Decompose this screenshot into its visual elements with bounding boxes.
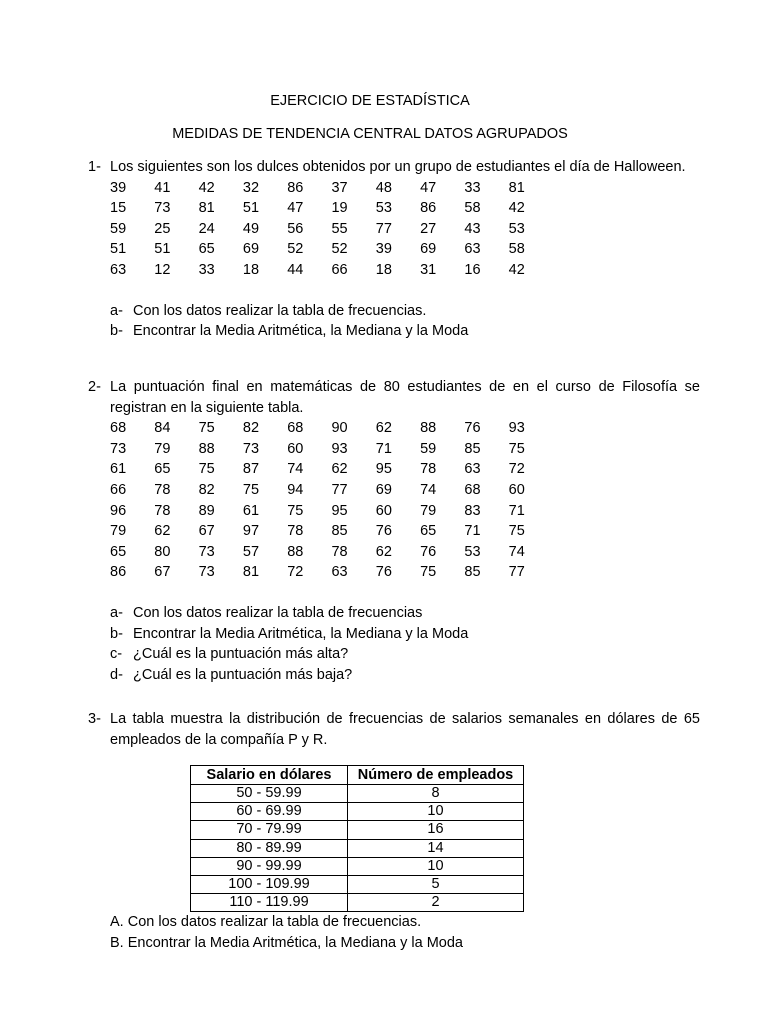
- table-cell-salary: 100 - 109.99: [191, 875, 348, 893]
- grid-cell: 67: [154, 564, 171, 581]
- task-item: [110, 624, 700, 645]
- table-row: [191, 894, 524, 912]
- grid-cell: 68: [287, 420, 304, 437]
- grid-cell: 76: [420, 543, 437, 560]
- grid-cell: 79: [110, 523, 127, 540]
- grid-cell: 61: [242, 502, 260, 519]
- grid-cell: 69: [420, 241, 437, 258]
- grid-row: [110, 260, 700, 281]
- task-letter: b-: [110, 323, 123, 340]
- task-item: A. Con los datos realizar la tabla de frecuencias.: [110, 914, 422, 930]
- grid-cell: 63: [110, 261, 127, 278]
- grid-cell: 73: [110, 440, 127, 457]
- grid-cell: 94: [287, 481, 304, 498]
- column-header-employees: Número de empleados: [348, 766, 524, 785]
- grid-cell: 85: [464, 564, 481, 581]
- grid-cell: 82: [242, 420, 260, 437]
- grid-cell: 84: [154, 420, 171, 437]
- grid-cell: 66: [331, 261, 348, 278]
- grid-cell: 74: [287, 461, 304, 478]
- task-text: ¿Cuál es la puntuación más baja?: [133, 666, 353, 683]
- grid-cell: 78: [154, 502, 171, 519]
- grid-cell: 62: [375, 420, 392, 437]
- grid-cell: 18: [375, 261, 392, 278]
- grid-cell: 89: [198, 502, 215, 519]
- grid-cell: 53: [375, 200, 392, 217]
- table-cell-salary: 80 - 89.99: [191, 839, 348, 857]
- table-cell-salary: 110 - 119.99: [191, 894, 348, 912]
- grid-cell: 63: [331, 564, 348, 581]
- grid-row: [110, 439, 700, 460]
- task-item: [110, 644, 700, 665]
- task-list: [110, 301, 700, 342]
- table-cell-salary: 50 - 59.99: [191, 785, 348, 803]
- grid-row: [110, 459, 700, 480]
- task-letter: b-: [110, 625, 123, 642]
- grid-cell: 86: [420, 200, 437, 217]
- grid-cell: 51: [154, 241, 171, 258]
- task-text: Encontrar la Media Aritmética, la Mediana y la Moda: [133, 625, 469, 642]
- data-grid: [110, 178, 700, 281]
- question-3: [88, 709, 700, 750]
- grid-cell: 78: [331, 543, 348, 560]
- table-cell-employees: 2: [348, 894, 524, 912]
- grid-cell: 76: [464, 420, 481, 437]
- grid-row: [110, 418, 700, 439]
- task-text: ¿Cuál es la puntuación más alta?: [133, 646, 349, 663]
- task-letter: a-: [110, 302, 123, 319]
- grid-row: [110, 198, 700, 219]
- grid-cell: 78: [154, 481, 171, 498]
- grid-cell: 68: [110, 420, 127, 437]
- grid-cell: 65: [110, 543, 127, 560]
- table-cell-employees: 8: [348, 785, 524, 803]
- grid-cell: 12: [154, 261, 171, 278]
- table-row: [191, 803, 524, 821]
- table-row: [191, 839, 524, 857]
- question-text: La puntuación final en matemáticas de 80 estudiantes de en el curso de Filosofía se registran en la siguiente tabla.: [110, 379, 700, 416]
- grid-row: [110, 562, 700, 583]
- grid-cell: 79: [420, 502, 437, 519]
- grid-cell: 88: [420, 420, 437, 437]
- grid-cell: 95: [375, 461, 392, 478]
- grid-cell: 65: [420, 523, 437, 540]
- grid-cell: 83: [464, 502, 481, 519]
- table-row: [191, 785, 524, 803]
- document-subtitle: MEDIDAS DE TENDENCIA CENTRAL DATOS AGRUPADOS: [172, 126, 568, 142]
- grid-cell: 88: [198, 440, 215, 457]
- grid-cell: 33: [198, 261, 215, 278]
- grid-cell: 62: [331, 461, 348, 478]
- grid-cell: 25: [154, 220, 171, 237]
- grid-cell: 75: [508, 440, 525, 457]
- grid-cell: 75: [508, 523, 525, 540]
- grid-cell: 67: [198, 523, 215, 540]
- table-cell-employees: 16: [348, 821, 524, 839]
- grid-cell: 74: [508, 543, 525, 560]
- grid-cell: 69: [375, 481, 392, 498]
- grid-cell: 61: [110, 461, 127, 478]
- task-list: [110, 912, 463, 953]
- grid-cell: 60: [375, 502, 392, 519]
- grid-cell: 75: [287, 502, 304, 519]
- grid-cell: 82: [198, 481, 215, 498]
- document-title: EJERCICIO DE ESTADÍSTICA: [270, 93, 470, 109]
- grid-cell: 68: [464, 481, 481, 498]
- grid-cell: 77: [508, 564, 525, 581]
- grid-cell: 62: [375, 543, 392, 560]
- question-number: 2-: [88, 379, 101, 395]
- grid-cell: 58: [464, 200, 481, 217]
- grid-cell: 76: [375, 523, 392, 540]
- table-cell-salary: 70 - 79.99: [191, 821, 348, 839]
- grid-cell: 73: [242, 440, 260, 457]
- grid-cell: 18: [242, 261, 260, 278]
- grid-cell: 86: [287, 179, 304, 196]
- grid-cell: 74: [420, 481, 437, 498]
- grid-cell: 75: [198, 461, 215, 478]
- grid-row: [110, 219, 700, 240]
- grid-cell: 65: [154, 461, 171, 478]
- task-item: [110, 301, 700, 322]
- grid-cell: 59: [110, 220, 127, 237]
- grid-cell: 42: [508, 261, 525, 278]
- question-number: 3-: [88, 711, 101, 727]
- table-row: [191, 821, 524, 839]
- grid-cell: 63: [464, 461, 481, 478]
- grid-cell: 51: [242, 200, 260, 217]
- grid-row: [110, 480, 700, 501]
- table-row: [191, 857, 524, 875]
- question-number: 1-: [88, 159, 101, 175]
- grid-cell: 72: [287, 564, 304, 581]
- grid-cell: 73: [154, 200, 171, 217]
- grid-cell: 85: [464, 440, 481, 457]
- grid-cell: 66: [110, 481, 127, 498]
- grid-cell: 39: [110, 179, 127, 196]
- grid-cell: 53: [508, 220, 525, 237]
- grid-cell: 81: [198, 200, 215, 217]
- grid-cell: 65: [198, 241, 215, 258]
- grid-cell: 51: [110, 241, 127, 258]
- grid-cell: 57: [242, 543, 260, 560]
- grid-cell: 96: [110, 502, 127, 519]
- task-item: B. Encontrar la Media Aritmética, la Mediana y la Moda: [110, 934, 463, 951]
- task-text: Con los datos realizar la tabla de frecuencias: [133, 604, 423, 621]
- grid-cell: 37: [331, 179, 348, 196]
- grid-cell: 31: [420, 261, 437, 278]
- grid-cell: 24: [198, 220, 215, 237]
- task-letter: c-: [110, 646, 123, 663]
- table-cell-employees: 10: [348, 857, 524, 875]
- grid-row: [110, 542, 700, 563]
- grid-row: [110, 501, 700, 522]
- grid-cell: 95: [331, 502, 348, 519]
- grid-cell: 90: [331, 420, 348, 437]
- salary-frequency-table: [190, 765, 524, 912]
- grid-cell: 60: [287, 440, 304, 457]
- grid-cell: 52: [331, 241, 348, 258]
- grid-cell: 81: [508, 179, 525, 196]
- grid-cell: 76: [375, 564, 392, 581]
- grid-cell: 78: [420, 461, 437, 478]
- grid-cell: 15: [110, 200, 127, 217]
- grid-cell: 27: [420, 220, 437, 237]
- grid-cell: 62: [154, 523, 171, 540]
- grid-cell: 44: [287, 261, 304, 278]
- table-cell-salary: 60 - 69.99: [191, 803, 348, 821]
- table-row: [191, 875, 524, 893]
- grid-row: [110, 178, 700, 199]
- grid-cell: 60: [508, 481, 525, 498]
- grid-cell: 75: [420, 564, 437, 581]
- grid-cell: 77: [375, 220, 392, 237]
- task-item: [110, 321, 700, 342]
- grid-cell: 56: [287, 220, 304, 237]
- grid-cell: 97: [242, 523, 260, 540]
- grid-cell: 49: [242, 220, 260, 237]
- grid-cell: 47: [287, 200, 304, 217]
- question-2: [88, 377, 700, 685]
- grid-cell: 19: [331, 200, 348, 217]
- grid-cell: 41: [154, 179, 171, 196]
- grid-cell: 55: [331, 220, 348, 237]
- grid-cell: 71: [508, 502, 525, 519]
- grid-cell: 75: [198, 420, 215, 437]
- grid-cell: 71: [464, 523, 481, 540]
- table-cell-employees: 5: [348, 875, 524, 893]
- grid-cell: 42: [508, 200, 525, 217]
- grid-cell: 81: [242, 564, 260, 581]
- grid-cell: 73: [198, 564, 215, 581]
- grid-cell: 77: [331, 481, 348, 498]
- table-cell-employees: 14: [348, 839, 524, 857]
- grid-cell: 88: [287, 543, 304, 560]
- grid-cell: 79: [154, 440, 171, 457]
- grid-cell: 32: [242, 179, 260, 196]
- table-cell-employees: 10: [348, 803, 524, 821]
- grid-cell: 58: [508, 241, 525, 258]
- grid-cell: 33: [464, 179, 481, 196]
- task-text: Encontrar la Media Aritmética, la Mediana y la Moda: [133, 323, 469, 340]
- table-cell-salary: 90 - 99.99: [191, 857, 348, 875]
- grid-cell: 72: [508, 461, 525, 478]
- grid-cell: 93: [331, 440, 348, 457]
- grid-cell: 86: [110, 564, 127, 581]
- table-header-row: [191, 766, 524, 785]
- grid-cell: 85: [331, 523, 348, 540]
- grid-cell: 69: [242, 241, 260, 258]
- task-item: [110, 603, 700, 624]
- task-item: [110, 665, 700, 686]
- task-letter: d-: [110, 666, 123, 683]
- grid-cell: 52: [287, 241, 304, 258]
- grid-cell: 78: [287, 523, 304, 540]
- task-letter: a-: [110, 604, 123, 621]
- question-text: La tabla muestra la distribución de frecuencias de salarios semanales en dólares de 65 empleados de la compañía P y R.: [110, 711, 700, 748]
- question-text: Los siguientes son los dulces obtenidos por un grupo de estudiantes el día de Halloween.: [110, 159, 686, 175]
- column-header-salary: Salario en dólares: [191, 766, 348, 785]
- grid-cell: 59: [420, 440, 437, 457]
- grid-cell: 75: [242, 481, 260, 498]
- question-1: [88, 157, 700, 342]
- data-grid: [110, 418, 700, 583]
- grid-cell: 39: [375, 241, 392, 258]
- grid-cell: 80: [154, 543, 171, 560]
- grid-row: [110, 239, 700, 260]
- grid-cell: 16: [464, 261, 481, 278]
- task-list: [110, 603, 700, 685]
- task-text: Con los datos realizar la tabla de frecuencias.: [133, 302, 427, 319]
- grid-cell: 47: [420, 179, 437, 196]
- grid-cell: 53: [464, 543, 481, 560]
- grid-cell: 71: [375, 440, 392, 457]
- grid-cell: 87: [242, 461, 260, 478]
- grid-cell: 43: [464, 220, 481, 237]
- grid-cell: 73: [198, 543, 215, 560]
- grid-row: [110, 521, 700, 542]
- grid-cell: 63: [464, 241, 481, 258]
- grid-cell: 93: [508, 420, 525, 437]
- grid-cell: 42: [198, 179, 215, 196]
- grid-cell: 48: [375, 179, 392, 196]
